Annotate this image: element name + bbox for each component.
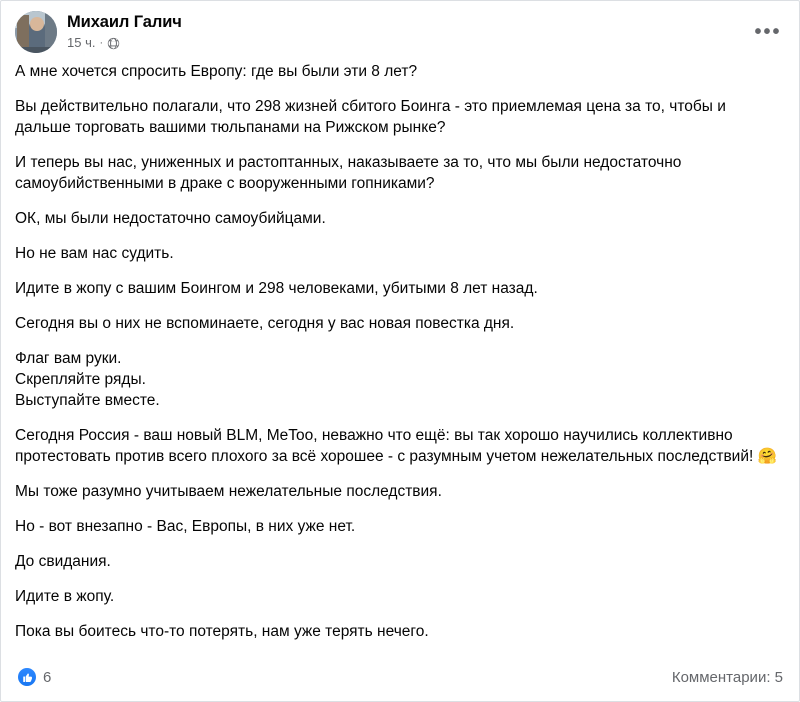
- post-paragraph: ОК, мы были недостаточно самоубийцами.: [15, 210, 326, 227]
- post-header: [1, 1, 799, 55]
- reaction-count: 6: [43, 668, 52, 686]
- like-icon: [17, 667, 37, 687]
- post-paragraph: Но не вам нас судить.: [15, 245, 174, 262]
- post-footer: [1, 659, 799, 701]
- post-paragraph: Выступайте вместе.: [15, 392, 160, 409]
- post-paragraph: Пока вы боитесь что-то потерять, нам уже терять нечего.: [15, 623, 429, 640]
- meta-separator: ·: [99, 37, 104, 49]
- post-paragraph: Сегодня Россия - ваш новый BLM, MeToo, неважно что ещё: вы так хорошо научились коллективно протестовать против всего плохого за всё хорошее - с разумным учетом нежелательных последствий! 🤗: [15, 427, 777, 465]
- author-name[interactable]: Михаил Галич: [67, 13, 182, 31]
- post-paragraph: Вы действительно полагали, что 298 жизней сбитого Боинга - это приемлемая цена за то, чтобы и дальше торговать вашими тюльпанами на Рижском рынке?: [15, 98, 726, 136]
- post-paragraph: Мы тоже разумно учитываем нежелательные последствия.: [15, 483, 442, 500]
- post-paragraph: Сегодня вы о них не вспоминаете, сегодня у вас новая повестка дня.: [15, 315, 515, 332]
- post-paragraph: И теперь вы нас, униженных и растоптанных, наказываете за то, что мы были недостаточно самоубийственными в драке с вооруженными гопниками?: [15, 154, 682, 192]
- post-header-text: [67, 11, 182, 51]
- post-meta: [67, 35, 182, 51]
- post-paragraph: Скрепляйте ряды.: [15, 371, 146, 388]
- post-timestamp[interactable]: 15 ч.: [67, 35, 96, 50]
- post-paragraph: До свидания.: [15, 553, 111, 570]
- post-options-button[interactable]: •••: [754, 21, 782, 43]
- post-paragraph: Но - вот внезапно - Вас, Европы, в них уже нет.: [15, 518, 356, 535]
- post-paragraph: Флаг вам руки.: [15, 350, 122, 367]
- avatar[interactable]: [15, 11, 57, 53]
- post-paragraph: Идите в жопу.: [15, 588, 115, 605]
- globe-icon: [107, 37, 120, 50]
- post-paragraph: Идите в жопу с вашим Боингом и 298 человеками, убитыми 8 лет назад.: [15, 280, 538, 297]
- post-body: [1, 55, 799, 659]
- post-paragraph: А мне хочется спросить Европу: где вы были эти 8 лет?: [15, 63, 418, 80]
- reactions-summary[interactable]: [17, 667, 51, 687]
- comments-count-link[interactable]: Комментарии: 5: [671, 668, 783, 686]
